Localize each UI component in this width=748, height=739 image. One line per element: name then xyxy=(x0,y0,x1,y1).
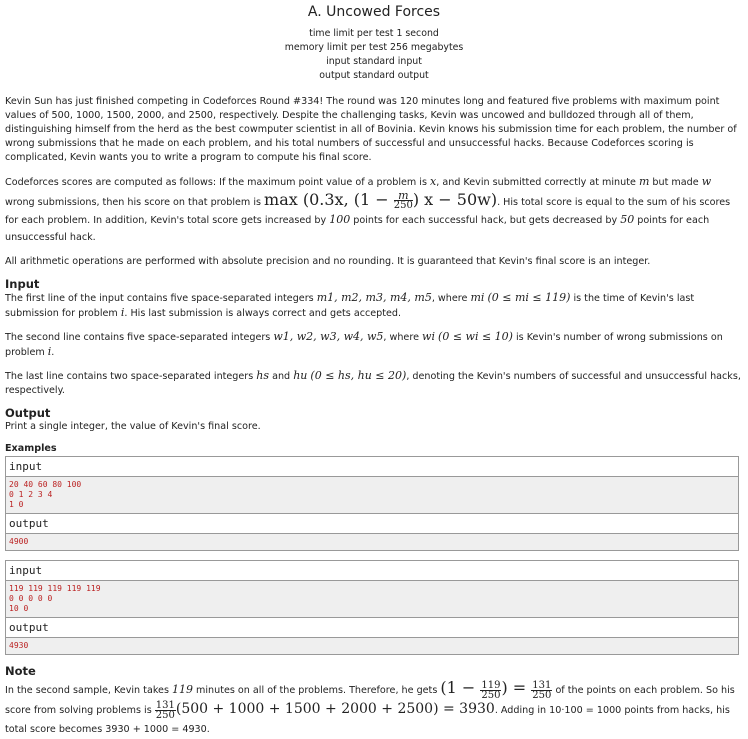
sample-input-title: input xyxy=(6,457,738,477)
problem-title: A. Uncowed Forces xyxy=(307,4,441,20)
sample-output[interactable]: 4900 xyxy=(6,534,738,550)
note-title: Note xyxy=(5,664,36,678)
input-title: Input xyxy=(5,277,40,291)
input-file: input standard input xyxy=(326,56,422,67)
sample-output[interactable]: 4930 xyxy=(6,638,738,654)
memory-limit: memory limit per test 256 megabytes xyxy=(284,42,464,53)
scoring-paragraph: Codeforces scores are computed as follows: If the maximum point value of a problem is x, and Kevin submitted correctly at minute m but made w wrong submissions, then his score on that problem is max (0.3x, (1 − $\frac{m}{250}$ ) x − 50w). His total score is equal to the sum of his scores for each problem. In addition, Kevin's total score gets increased by 100 points for each successful hack, but gets decreased by 50 points for each unsuccessful hack. xyxy=(5,175,731,243)
precision-paragraph: All arithmetic operations are performed with absolute precision and no rounding. It is guaranteed that Kevin's final score is an integer. xyxy=(5,256,651,267)
sample-output-title: output xyxy=(6,513,738,534)
legend-paragraph: Kevin Sun has just finished competing in Codeforces Round #334! The round was 120 minutes long and featured five problems with maximum point values of 500, 1000, 1500, 2000, and 2500, respectively. Despite the challenging tasks, Kevin was uncowed and bulldozed through all of them, distinguishing himself from the herd as the best cowmputer scientist in all of Bovinia. Kevin knows his submission time for each problem, the number of wrong submissions that he made on each problem, and his total numbers of successful and unsuccessful hacks. Because Codeforces scoring is complicated, Kevin wants you to write a program to compute his final score. xyxy=(5,96,737,163)
examples-title: Examples xyxy=(5,443,57,454)
sample-output-title: output xyxy=(6,617,738,638)
output-text: Print a single integer, the value of Kevin's final score. xyxy=(5,421,261,432)
output-title: Output xyxy=(5,406,51,420)
sample-input[interactable]: 119 119 119 119 119 0 0 0 0 0 10 0 xyxy=(6,581,738,617)
sample-test-2 xyxy=(5,560,739,655)
input-line-3: The last line contains two space-separated integers hs and hu (0 ≤ hs, hu ≤ 20), denoting the Kevin's numbers of successful and unsuccessful hacks, respectively. xyxy=(5,369,741,396)
problem-header xyxy=(0,0,748,83)
output-file: output standard output xyxy=(319,70,429,81)
problem-statement xyxy=(0,95,748,739)
sample-test-1 xyxy=(5,456,739,551)
sample-input[interactable]: 20 40 60 80 100 0 1 2 3 4 1 0 xyxy=(6,477,738,513)
score-formula: max (0.3x, (1 − $\frac{m}{250}$ ) x − 50w) xyxy=(264,189,498,211)
sample-input-title: input xyxy=(6,561,738,581)
time-limit: time limit per test 1 second xyxy=(309,28,439,39)
input-line-2: The second line contains five space-separated integers w1, w2, w3, w4, w5, where wi (0 ≤ wi ≤ 10) is Kevin's number of wrong submissions on problem i. xyxy=(5,330,723,358)
note-text: In the second sample, Kevin takes 119 minutes on all of the problems. Therefore, he gets (1 − $\frac{119}{250}$ ) = $\frac{131}{250}$ of the points on each problem. So his score from solving problems is $\frac{131}{250}$ (500 + 1000 + 1500 + 2000 + 2500) = 3930. Adding in 10·100 = 1000 points from hacks, his total score becomes 3930 + 1000 = 4930. xyxy=(5,678,735,735)
input-line-1: The first line of the input contains five space-separated integers m1, m2, m3, m4, m5, where mi (0 ≤ mi ≤ 119) is the time of Kevin's last submission for problem i. His last submission is always correct and gets accepted. xyxy=(5,291,695,319)
